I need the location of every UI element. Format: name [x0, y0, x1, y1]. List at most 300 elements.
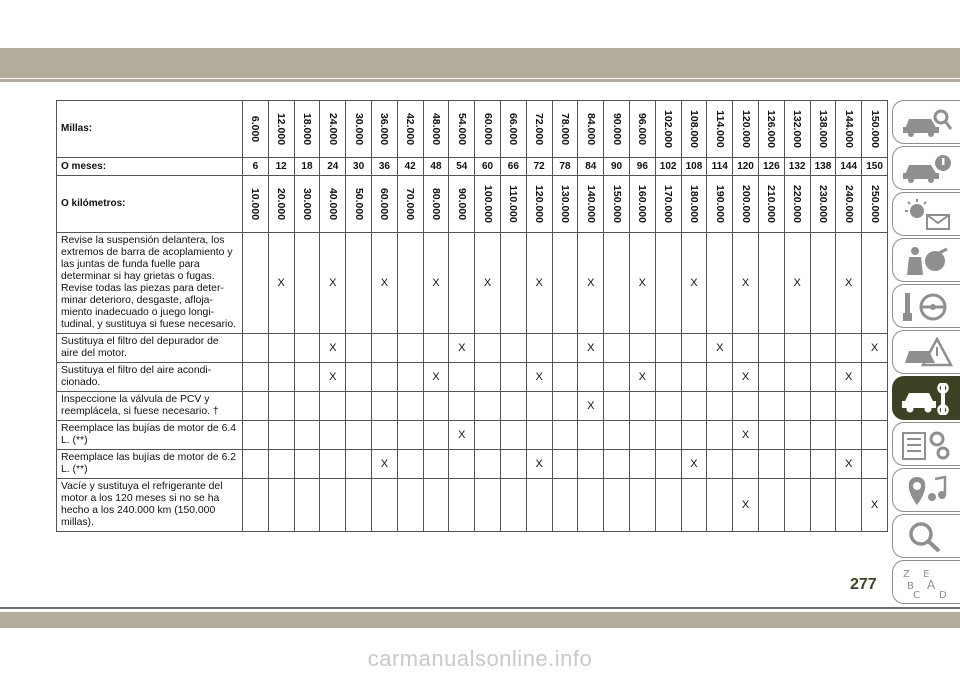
magnifier-icon	[901, 521, 953, 553]
schedule-mark	[243, 421, 269, 450]
miles-header-row-cell	[268, 101, 294, 158]
schedule-mark	[707, 392, 733, 421]
table-row	[57, 450, 888, 479]
km-header-row-label: O kilómetros:	[57, 176, 243, 233]
task-description: Inspeccione la válvula de PCV y reemplácela, si fuese necesario. †	[57, 392, 243, 421]
km-header-row	[57, 176, 888, 233]
bottom-band	[0, 612, 960, 628]
table-row	[57, 479, 888, 532]
km-header-row-cell	[784, 176, 810, 233]
schedule-mark	[294, 363, 320, 392]
schedule-mark	[243, 392, 269, 421]
light-envelope-icon	[901, 199, 953, 231]
schedule-mark	[655, 450, 681, 479]
schedule-mark	[810, 334, 836, 363]
months-value: 114	[707, 158, 733, 176]
miles-header-row-value: 36.000	[378, 112, 391, 146]
schedule-mark	[862, 450, 888, 479]
schedule-mark	[500, 421, 526, 450]
miles-header-row	[57, 101, 888, 158]
schedule-mark	[810, 363, 836, 392]
miles-header-row-value: 30.000	[352, 112, 365, 146]
schedule-mark	[552, 450, 578, 479]
music-location-icon	[901, 475, 953, 507]
schedule-mark	[243, 233, 269, 334]
km-header-row-value: 190.000	[713, 185, 726, 223]
km-header-row-value: 20.000	[275, 187, 288, 221]
miles-header-row-cell	[475, 101, 501, 158]
miles-header-row-cell	[578, 101, 604, 158]
km-header-row-cell	[371, 176, 397, 233]
km-header-row-value: 80.000	[429, 187, 442, 221]
schedule-mark	[475, 363, 501, 392]
schedule-mark	[371, 334, 397, 363]
months-value: 90	[604, 158, 630, 176]
schedule-mark	[294, 479, 320, 532]
schedule-mark	[449, 479, 475, 532]
schedule-mark	[346, 363, 372, 392]
schedule-mark	[784, 421, 810, 450]
schedule-mark	[810, 392, 836, 421]
alphabet-index-icon	[901, 567, 953, 599]
schedule-mark	[552, 392, 578, 421]
schedule-mark	[423, 421, 449, 450]
months-header-label: O meses:	[57, 158, 243, 176]
schedule-mark	[784, 334, 810, 363]
km-header-row-cell	[397, 176, 423, 233]
km-header-row-value: 100.000	[481, 185, 494, 223]
schedule-mark: X	[862, 479, 888, 532]
miles-header-row-value: 12.000	[275, 112, 288, 146]
schedule-mark: X	[578, 334, 604, 363]
task-description: Sustituya el filtro del aire acondi- cionado.	[57, 363, 243, 392]
page-number: 277	[850, 576, 877, 593]
table-row	[57, 392, 888, 421]
schedule-mark	[681, 392, 707, 421]
km-header-row-value: 220.000	[791, 185, 804, 223]
km-header-row-cell	[475, 176, 501, 233]
miles-header-row-value: 78.000	[558, 112, 571, 146]
svg-text:Z: Z	[903, 569, 910, 580]
schedule-mark: X	[733, 363, 759, 392]
tab-multimedia[interactable]	[892, 468, 960, 512]
miles-header-row-value: 42.000	[404, 112, 417, 146]
schedule-mark: X	[475, 233, 501, 334]
schedule-mark	[552, 421, 578, 450]
schedule-mark	[707, 421, 733, 450]
schedule-mark	[320, 450, 346, 479]
schedule-mark	[552, 363, 578, 392]
schedule-mark	[810, 479, 836, 532]
schedule-mark	[655, 233, 681, 334]
gear-list-icon	[901, 429, 953, 461]
task-description: Sustituya el filtro del depurador de aire del motor.	[57, 334, 243, 363]
km-header-row-cell	[500, 176, 526, 233]
miles-header-row-cell	[500, 101, 526, 158]
schedule-mark	[655, 363, 681, 392]
months-value: 54	[449, 158, 475, 176]
schedule-mark	[655, 421, 681, 450]
months-value: 78	[552, 158, 578, 176]
km-header-row-cell	[733, 176, 759, 233]
km-header-row-value: 10.000	[249, 187, 262, 221]
schedule-mark	[371, 363, 397, 392]
miles-header-row-cell	[423, 101, 449, 158]
schedule-mark	[294, 392, 320, 421]
schedule-mark: X	[784, 233, 810, 334]
km-header-row-value: 40.000	[326, 187, 339, 221]
schedule-mark: X	[449, 421, 475, 450]
schedule-mark	[862, 392, 888, 421]
schedule-mark	[500, 392, 526, 421]
schedule-mark	[810, 233, 836, 334]
schedule-mark: X	[423, 233, 449, 334]
schedule-mark	[423, 392, 449, 421]
schedule-mark	[604, 233, 630, 334]
miles-header-row-label: Millas:	[57, 101, 243, 158]
tab-maintenance[interactable]	[892, 376, 960, 420]
miles-header-row-value: 132.000	[791, 110, 804, 148]
schedule-mark	[655, 392, 681, 421]
task-description: Reemplace las bujías de motor de 6.4 L. (**)	[57, 421, 243, 450]
schedule-mark	[397, 233, 423, 334]
miles-header-row-cell	[810, 101, 836, 158]
svg-text:C: C	[913, 590, 920, 599]
miles-header-row-cell	[758, 101, 784, 158]
miles-header-row-cell	[655, 101, 681, 158]
km-header-row-cell	[243, 176, 269, 233]
miles-header-row-cell	[681, 101, 707, 158]
schedule-mark: X	[449, 334, 475, 363]
schedule-mark	[655, 479, 681, 532]
schedule-mark: X	[526, 363, 552, 392]
schedule-mark	[604, 334, 630, 363]
miles-header-row-cell	[862, 101, 888, 158]
schedule-mark	[500, 363, 526, 392]
months-value: 42	[397, 158, 423, 176]
schedule-mark	[836, 334, 862, 363]
schedule-mark	[500, 450, 526, 479]
miles-header-row-cell	[836, 101, 862, 158]
miles-header-row-value: 6.000	[249, 115, 262, 143]
schedule-mark	[733, 334, 759, 363]
schedule-mark	[810, 421, 836, 450]
schedule-mark: X	[681, 233, 707, 334]
schedule-mark	[449, 233, 475, 334]
table-row	[57, 233, 888, 334]
schedule-mark	[475, 334, 501, 363]
schedule-mark	[397, 479, 423, 532]
miles-header-row-cell	[397, 101, 423, 158]
schedule-mark	[862, 363, 888, 392]
schedule-mark: X	[629, 363, 655, 392]
km-header-row-value: 180.000	[687, 185, 700, 223]
car-warning-icon	[901, 153, 953, 185]
miles-header-row-value: 60.000	[481, 112, 494, 146]
tab-car-warning[interactable]	[892, 146, 960, 190]
schedule-mark	[346, 421, 372, 450]
km-header-row-cell	[294, 176, 320, 233]
schedule-mark	[836, 421, 862, 450]
tab-airbag[interactable]	[892, 238, 960, 282]
months-value: 84	[578, 158, 604, 176]
km-header-row-value: 150.000	[610, 185, 623, 223]
km-header-row-cell	[423, 176, 449, 233]
schedule-mark: X	[629, 233, 655, 334]
miles-header-row-cell	[707, 101, 733, 158]
tab-index[interactable]	[892, 560, 960, 604]
miles-header-row-value: 90.000	[610, 112, 623, 146]
schedule-mark: X	[681, 450, 707, 479]
schedule-mark	[758, 233, 784, 334]
miles-header-row-value: 108.000	[687, 110, 700, 148]
km-header-row-value: 170.000	[662, 185, 675, 223]
schedule-mark	[681, 421, 707, 450]
miles-header-row-cell	[320, 101, 346, 158]
schedule-mark	[423, 450, 449, 479]
months-value: 126	[758, 158, 784, 176]
task-description: Revise la suspensión delantera, los extremos de barra de acoplamiento y las juntas de funda fuelle para determinar si hay grietas o fugas. Revise todas las piezas para deter- minar deterioro, desgaste, afloja- miento inadecuado o juego longi- tudinal, y sustituya si fuese necesario.	[57, 233, 243, 334]
schedule-mark	[552, 233, 578, 334]
schedule-mark	[707, 450, 733, 479]
months-value: 66	[500, 158, 526, 176]
km-header-row-cell	[449, 176, 475, 233]
schedule-mark	[346, 233, 372, 334]
miles-header-row-value: 114.000	[713, 110, 726, 148]
schedule-mark: X	[862, 334, 888, 363]
km-header-row-value: 210.000	[765, 185, 778, 223]
km-header-row-cell	[526, 176, 552, 233]
miles-header-row-value: 120.000	[739, 110, 752, 148]
schedule-mark: X	[320, 363, 346, 392]
months-value: 36	[371, 158, 397, 176]
miles-header-row-value: 144.000	[842, 110, 855, 148]
steering-wheel-icon	[901, 291, 953, 323]
schedule-mark	[268, 479, 294, 532]
miles-header-row-cell	[526, 101, 552, 158]
schedule-mark	[243, 334, 269, 363]
schedule-mark	[397, 450, 423, 479]
svg-text:B: B	[907, 581, 914, 592]
miles-header-row-cell	[243, 101, 269, 158]
km-header-row-value: 200.000	[739, 185, 752, 223]
schedule-mark	[423, 479, 449, 532]
months-value: 6	[243, 158, 269, 176]
car-hazard-icon	[901, 337, 953, 369]
miles-header-row-value: 48.000	[429, 112, 442, 146]
schedule-mark	[268, 450, 294, 479]
months-value: 30	[346, 158, 372, 176]
schedule-mark	[810, 450, 836, 479]
km-header-row-cell	[604, 176, 630, 233]
months-value: 108	[681, 158, 707, 176]
tab-search[interactable]	[892, 514, 960, 558]
schedule-mark	[475, 421, 501, 450]
miles-header-row-value: 18.000	[300, 112, 313, 146]
schedule-mark	[604, 421, 630, 450]
schedule-mark	[707, 479, 733, 532]
km-header-row-value: 120.000	[533, 185, 546, 223]
schedule-mark	[758, 450, 784, 479]
schedule-mark: X	[578, 233, 604, 334]
schedule-mark	[758, 479, 784, 532]
months-value: 72	[526, 158, 552, 176]
maintenance-schedule-table	[56, 100, 888, 532]
schedule-mark: X	[268, 233, 294, 334]
schedule-mark	[243, 363, 269, 392]
schedule-mark	[320, 479, 346, 532]
schedule-mark: X	[836, 450, 862, 479]
schedule-mark: X	[423, 363, 449, 392]
miles-header-row-cell	[552, 101, 578, 158]
km-header-row-cell	[758, 176, 784, 233]
miles-header-row-value: 102.000	[662, 110, 675, 148]
months-value: 12	[268, 158, 294, 176]
top-band	[0, 48, 960, 78]
km-header-row-cell	[346, 176, 372, 233]
schedule-mark	[320, 421, 346, 450]
months-value: 132	[784, 158, 810, 176]
schedule-mark: X	[320, 233, 346, 334]
schedule-mark: X	[836, 363, 862, 392]
km-header-row-cell	[836, 176, 862, 233]
schedule-mark	[294, 450, 320, 479]
miles-header-row-value: 54.000	[455, 112, 468, 146]
task-description: Vacíe y sustituya el refrigerante del motor a los 120 meses si no se ha hecho a los 240.000 km (150.000 millas).	[57, 479, 243, 532]
schedule-mark: X	[707, 334, 733, 363]
table-row	[57, 334, 888, 363]
schedule-mark: X	[733, 421, 759, 450]
schedule-mark	[784, 392, 810, 421]
km-header-row-value: 70.000	[404, 187, 417, 221]
km-header-row-cell	[810, 176, 836, 233]
km-header-row-value: 60.000	[378, 187, 391, 221]
km-header-row-cell	[629, 176, 655, 233]
schedule-mark	[371, 392, 397, 421]
km-header-row-cell	[552, 176, 578, 233]
months-value: 138	[810, 158, 836, 176]
svg-text:D: D	[939, 590, 947, 599]
schedule-mark: X	[371, 450, 397, 479]
task-description: Reemplace las bujías de motor de 6.2 L. (**)	[57, 450, 243, 479]
watermark: carmanualsonline.info	[367, 646, 593, 671]
tab-hazard[interactable]	[892, 330, 960, 374]
schedule-mark	[578, 479, 604, 532]
schedule-mark	[243, 479, 269, 532]
schedule-mark	[681, 479, 707, 532]
km-header-row-value: 140.000	[584, 185, 597, 223]
schedule-mark	[784, 363, 810, 392]
miles-header-row-cell	[371, 101, 397, 158]
km-header-row-cell	[578, 176, 604, 233]
schedule-mark: X	[733, 479, 759, 532]
miles-header-row-value: 96.000	[636, 112, 649, 146]
car-wrench-icon	[901, 383, 953, 415]
miles-header-row-cell	[346, 101, 372, 158]
schedule-mark	[500, 233, 526, 334]
km-header-row-value: 240.000	[842, 185, 855, 223]
schedule-mark	[629, 421, 655, 450]
schedule-mark	[578, 421, 604, 450]
schedule-mark	[371, 421, 397, 450]
schedule-mark	[552, 334, 578, 363]
km-header-row-cell	[268, 176, 294, 233]
schedule-mark	[346, 479, 372, 532]
schedule-mark	[294, 233, 320, 334]
svg-text:A: A	[927, 578, 936, 592]
schedule-mark	[629, 450, 655, 479]
schedule-mark	[758, 363, 784, 392]
km-header-row-value: 230.000	[816, 185, 829, 223]
km-header-row-value: 90.000	[455, 187, 468, 221]
miles-header-row-cell	[449, 101, 475, 158]
schedule-mark	[397, 363, 423, 392]
schedule-mark	[604, 450, 630, 479]
table-row	[57, 363, 888, 392]
km-header-row-value: 30.000	[300, 187, 313, 221]
months-value: 48	[423, 158, 449, 176]
schedule-mark	[758, 392, 784, 421]
schedule-mark	[862, 233, 888, 334]
schedule-mark	[475, 479, 501, 532]
miles-header-row-value: 24.000	[326, 112, 339, 146]
schedule-mark	[552, 479, 578, 532]
schedule-mark	[629, 392, 655, 421]
km-header-row-cell	[707, 176, 733, 233]
schedule-mark	[707, 363, 733, 392]
km-header-row-value: 50.000	[352, 187, 365, 221]
schedule-mark	[578, 363, 604, 392]
schedule-mark	[604, 363, 630, 392]
miles-header-row-cell	[629, 101, 655, 158]
schedule-mark	[500, 479, 526, 532]
km-header-row-cell	[655, 176, 681, 233]
schedule-mark	[604, 479, 630, 532]
km-header-row-value: 110.000	[507, 185, 520, 223]
schedule-mark: X	[526, 450, 552, 479]
months-value: 96	[629, 158, 655, 176]
tab-specifications[interactable]	[892, 422, 960, 466]
schedule-mark: X	[578, 392, 604, 421]
schedule-mark	[681, 363, 707, 392]
miles-header-row-cell	[733, 101, 759, 158]
schedule-mark	[733, 450, 759, 479]
schedule-mark	[500, 334, 526, 363]
schedule-mark	[836, 392, 862, 421]
schedule-mark	[784, 450, 810, 479]
schedule-mark	[346, 450, 372, 479]
km-header-row-cell	[681, 176, 707, 233]
schedule-mark	[655, 334, 681, 363]
tab-lights[interactable]	[892, 192, 960, 236]
schedule-mark	[475, 450, 501, 479]
schedule-mark	[629, 479, 655, 532]
months-value: 60	[475, 158, 501, 176]
miles-header-row-value: 84.000	[584, 112, 597, 146]
miles-header-row-value: 126.000	[765, 110, 778, 148]
tab-steering[interactable]	[892, 284, 960, 328]
schedule-mark: X	[371, 233, 397, 334]
schedule-mark	[346, 392, 372, 421]
schedule-mark	[397, 421, 423, 450]
months-value: 102	[655, 158, 681, 176]
schedule-mark	[268, 334, 294, 363]
tab-car-search[interactable]	[892, 100, 960, 144]
svg-text:E: E	[923, 569, 930, 580]
months-header-row	[57, 158, 888, 176]
km-header-row-value: 250.000	[868, 185, 881, 223]
schedule-mark	[578, 450, 604, 479]
